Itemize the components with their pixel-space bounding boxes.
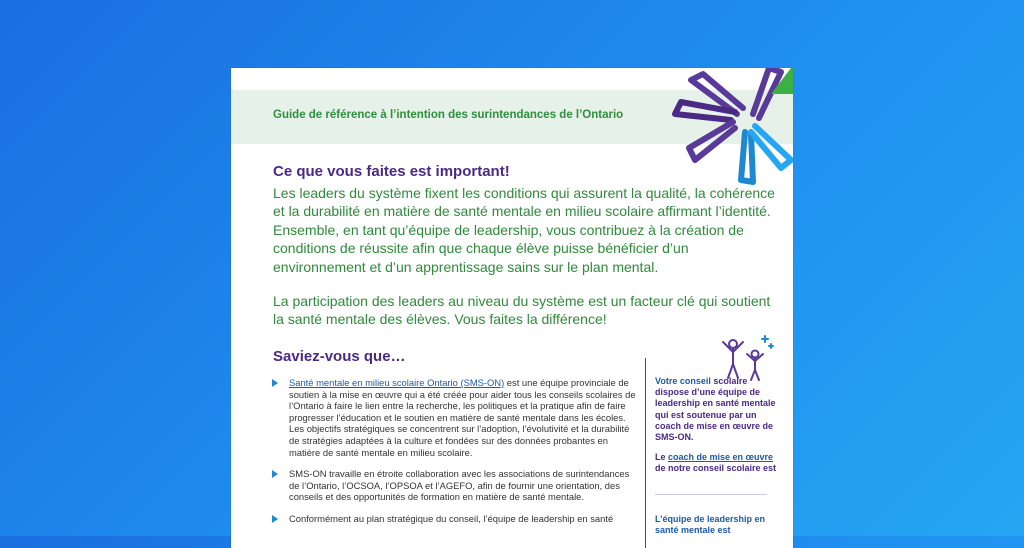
coach-link[interactable]: coach de mise en œuvre xyxy=(668,452,774,462)
important-heading: Ce que vous faites est important! xyxy=(273,163,510,180)
document-page xyxy=(231,68,793,548)
bullet-arrow-icon xyxy=(272,379,278,387)
sms-on-link[interactable]: Santé mentale en milieu scolaire Ontario (SMS-ON) xyxy=(289,377,505,388)
list-item xyxy=(267,513,637,525)
intro-paragraph-2: La participation des leaders au niveau du système est un facteur clé qui soutient la santé mentale des élèves. Vous faites la différence! xyxy=(273,293,771,328)
bullet-list xyxy=(267,377,637,535)
bullet-arrow-icon xyxy=(272,470,278,478)
sidebar-text-3-label: L’équipe de leadership en santé mentale est xyxy=(655,514,766,536)
star-logo-icon xyxy=(651,68,793,188)
sidebar-text-b: de notre conseil scolaire est xyxy=(655,463,777,474)
sidebar-text-3 xyxy=(655,514,777,536)
bullet-text: SMS-ON travaille en étroite collaboration avec les associations de surintendances de l’Ontario, l’OCSOA, l’OPSOA et l’AGEFO, afin de fournir une orientation, des conseils et des opportunités de formation en matière de santé mentale. xyxy=(289,468,630,503)
sidebar-text-2 xyxy=(655,452,777,474)
list-item xyxy=(267,377,637,458)
sidebar-divider xyxy=(645,358,646,548)
sidebar-lead: Votre conseil xyxy=(655,376,711,386)
bullet-arrow-icon xyxy=(272,515,278,523)
bullet-text: est une équipe provinciale de soutien à la mise en œuvre qui a été créée pour aider tous les conseils scolaires de l’Ontario à faire le lien entre la recherche, les politiques et la pratique afin de faire progresser l’éducation et le soutien en matière de santé mentale dans les écoles. Les objectifs stratégiques se concentrent sur l’adoption, l’évolutivité et la durabilité de stratégies adaptées à la culture et fondées sur des données probantes en matière de santé mentale en milieu scolaire. xyxy=(289,377,636,458)
page-title: Guide de référence à l’intention des surintendances de l’Ontario xyxy=(273,109,624,121)
sidebar-text-1 xyxy=(655,376,777,443)
list-item xyxy=(267,468,637,503)
sidebar-separator xyxy=(655,494,767,495)
sidebar-text-a: Le xyxy=(655,452,669,462)
bullet-text: Conformément au plan stratégique du conseil, l’équipe de leadership en santé xyxy=(289,512,614,524)
children-celebrating-icon xyxy=(719,332,775,382)
sidebar-rest: scolaire dispose d’une équipe de leadership en santé mentale qui est soutenue par un coach de mise en œuvre de SMS-ON. xyxy=(655,376,776,443)
intro-paragraph: Les leaders du système fixent les conditions qui assurent la qualité, la cohérence et la durabilité en matière de santé mentale en milieu scolaire affirmant l’identité. Ensemble, en tant qu’équipe de leadership, vous contribuez à la création de conditions de réussite afin que chaque élève puisse bénéficier d’un environnement et d’un apprentissage sains sur le plan mental. xyxy=(273,185,775,275)
saviez-heading: Saviez-vous que… xyxy=(273,348,406,365)
